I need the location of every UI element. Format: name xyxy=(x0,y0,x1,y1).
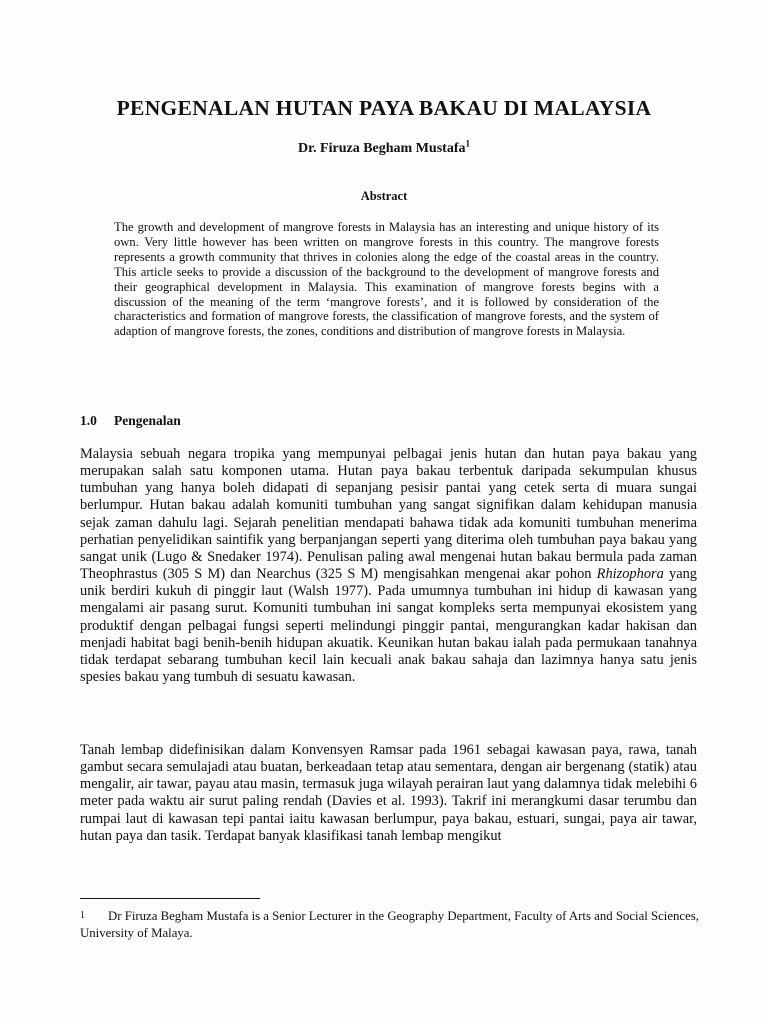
body-paragraph-2: Tanah lembap didefinisikan dalam Konvensyen Ramsar pada 1961 sebagai kawasan paya, rawa, tanah gambut secara semulajadi atau buatan, berkeadaan tetap atau sementara, dengan air bergenang (statik) atau mengalir, air tawar, payau atau masin, termasuk juga wilayah perairan laut yang dalamnya tidak melebihi 6 meter pada waktu air surut paling rendah (Davies et al. 1993). Takrif ini merangkumi dasar terumbu dan rumpai laut di kawasan tepi pantai iaitu kawasan berlumpur, paya bakau, estuari, sungai, paya air tawar, hutan paya dan tasik. Terdapat banyak klasifikasi tanah lembap mengikut xyxy=(80,742,697,844)
author-footnote-mark: 1 xyxy=(465,138,470,149)
paragraph-1-part-2: yang unik berdiri kukuh di pinggir laut (Walsh 1977). Pada umumnya tumbuhan ini hidup di kawasan yang mengalami air pasang surut. Komuniti tumbuhan ini sangat kompleks serta mempunyai ekosistem yang produktif dengan pelbagai fungsi seperti melindungi pinggir pantai, mengurangkan kadar hakisan dan menjadi habitat bagi benih-benih hidupan akuatik. Keunikan hutan bakau ialah pada permukaan tanahnya tidak terdapat sebarang tumbuhan kecil lain kecuali anak bakau sahaja dan lazimnya hanya satu jenis spesies bakau yang tumbuh di sesuatu kawasan. xyxy=(80,566,697,686)
footnote xyxy=(80,908,704,941)
paper-title: PENGENALAN HUTAN PAYA BAKAU DI MALAYSIA xyxy=(116,96,652,120)
author-name: Dr. Firuza Begham Mustafa xyxy=(298,141,466,156)
author-line xyxy=(0,138,768,157)
paragraph-1-part-1: Malaysia sebuah negara tropika yang mempunyai pelbagai jenis hutan dan hutan paya bakau yang merupakan salah satu komponen utama. Hutan paya bakau terbentuk daripada sekumpulan khusus tumbuhan yang hanya boleh didapati di sepanjang pesisir pantai yang cetek serta di muara sungai berlumpur. Hutan bakau adalah komuniti tumbuhan yang sangat signifikan dalam kehidupan manusia sejak zaman dahulu lagi. Sejarah penelitian mendapati bahawa tidak ada komuniti tumbuhan menerima perhatian penyelidikan saintifik yang berpanjangan seperti yang diterima oleh tumbuhan paya bakau yang sangat unik (Lugo & Snedaker 1974). Penulisan paling awal mengenai hutan bakau bermula pada zaman Theophrastus (305 S M) dan Nearchus (325 S M) mengisahkan mengenai akar pohon xyxy=(80,446,697,583)
footnote-text: Dr Firuza Begham Mustafa is a Senior Lecturer in the Geography Department, Faculty of Arts and Social Sciences, University of Malaya. xyxy=(80,909,699,940)
section-number: 1.0 xyxy=(80,413,97,428)
paragraph-1-italic-term: Rhizophora xyxy=(596,566,664,583)
abstract-heading: Abstract xyxy=(360,189,408,203)
section-title: Pengenalan xyxy=(114,413,181,428)
abstract-text: The growth and development of mangrove forests in Malaysia has an interesting and unique history of its own. Very little however has been written on mangrove forests in this country. The mangrove forests represents a growth community that thrives in colonies along the edge of the coastal areas in the country. This article seeks to provide a discussion of the background to the development of mangrove forests and their geographical development in Malaysia. This examination of mangrove forests begins with a discussion of the meaning of the term ‘mangrove forests’, and it is followed by consideration of the characteristics and formation of mangrove forests, the classification of mangrove forests, and the system of adaption of mangrove forests, the zones, conditions and distribution of mangrove forests in Malaysia. xyxy=(114,220,659,339)
body-paragraph-1 xyxy=(80,446,697,686)
footnote-divider xyxy=(80,898,260,899)
section-heading xyxy=(80,413,181,429)
footnote-mark: 1 xyxy=(80,910,85,921)
